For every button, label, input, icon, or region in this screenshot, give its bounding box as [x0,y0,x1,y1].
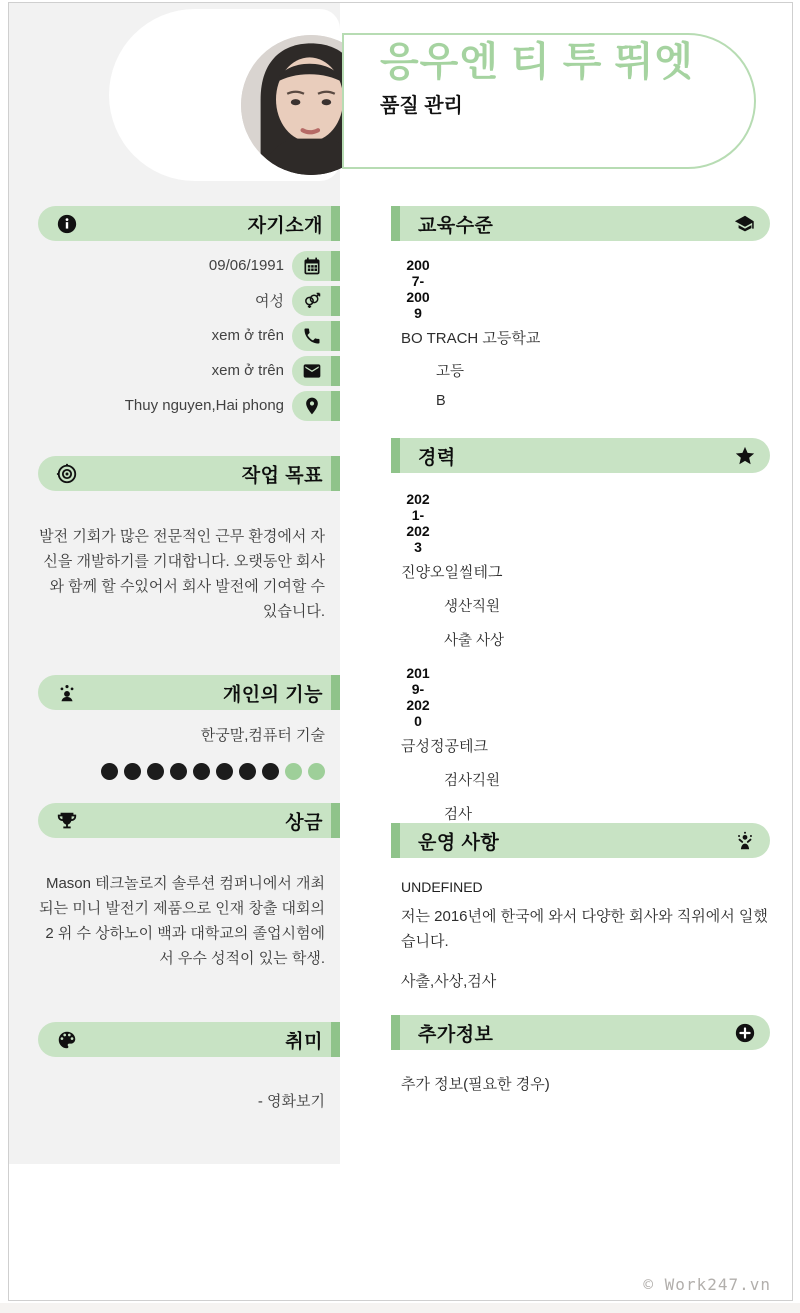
additional-text: 추가 정보(필요한 경우) [401,1076,550,1093]
trophy-icon [56,810,78,832]
activities-content [401,879,773,991]
skill-dot [124,763,141,780]
info-icon [56,213,78,235]
about-rows [38,248,340,423]
skill-dot [308,763,325,780]
education-item [401,257,773,409]
skill-dot [239,763,256,780]
section-header-education [391,206,770,241]
address-value: Thuy nguyen,Hai phong [124,397,284,414]
person-sparkle-icon [56,682,78,704]
experience-desc: 사출 사상 [444,633,505,649]
star-icon [734,445,756,467]
section-title: 경력 [418,447,456,468]
activities-line2: 저는 2016년에 한국에 와서 다양한 회사와 직위에서 일했습니다. [401,908,768,950]
section-title: 운영 사항 [418,832,500,853]
section-title: 자기소개 [247,215,323,236]
phone-row [38,318,340,353]
skill-dot [193,763,210,780]
experience-company: 진양오일씰테그 [401,564,503,581]
section-title: 추가정보 [418,1024,494,1045]
education-content [401,257,773,409]
objective-text: 발전 기회가 많은 전문적인 근무 환경에서 자신을 개발하기를 기대합니다. 오랫동안 회사와 함께 할 수있어서 회사 발전에 기여할 수 있습니다. [39,528,325,620]
name-title-box [342,33,756,169]
hobbies-text: - 영화보기 [257,1093,325,1110]
target-icon [56,463,78,485]
email-value: xem ở trên [211,362,284,379]
candidate-name: 응우엔 티 투 뛰엣 [380,40,694,84]
address-row [38,388,340,423]
activities-line3: 사출,사상,검사 [401,973,497,990]
experience-content [401,491,773,824]
section-header-additional [391,1015,770,1050]
experience-item [401,491,773,650]
skill-dot [285,763,302,780]
section-header-about [38,206,340,241]
education-major: 고등 [436,364,465,380]
calendar-icon [292,251,340,281]
experience-company: 금성정공테크 [401,738,488,755]
bottom-strip [0,1303,800,1313]
experience-desc: 검사 [444,807,473,823]
education-period: 2007-2009 [406,257,430,321]
gender-row [38,283,340,318]
skill-dot [216,763,233,780]
experience-period: 2019-2020 [406,665,430,729]
gender-icon [292,286,340,316]
education-degree: B [436,393,446,409]
job-title: 품질 관리 [380,95,463,117]
skill-dot [170,763,187,780]
activities-line1: UNDEFINED [401,879,483,895]
phone-icon [292,321,340,351]
experience-period: 2021-2023 [406,491,430,555]
skill-dot [262,763,279,780]
watermark: © Work247.vn [643,1275,771,1294]
section-header-objective [38,456,340,491]
photo-frame [109,9,340,181]
experience-role: 생산직원 [444,599,501,615]
education-school: BO TRACH 고등학교 [401,330,541,347]
skill-dot [147,763,164,780]
section-header-hobbies [38,1022,340,1057]
graduation-cap-icon [734,213,756,235]
person-cheer-icon [734,830,756,852]
skill-dot [101,763,118,780]
section-header-skills [38,675,340,710]
skills-text: 한궁말,컴퓨터 기술 [200,727,325,744]
email-row [38,353,340,388]
experience-role: 검사긱원 [444,773,501,789]
section-header-awards [38,803,340,838]
palette-icon [56,1029,78,1051]
resume-page [8,2,793,1301]
experience-item [401,665,773,824]
section-title: 취미 [285,1031,323,1052]
email-icon [292,356,340,386]
section-title: 상금 [285,812,323,833]
awards-text: Mason 테크놀로지 솔루션 컴퍼니에서 개최되는 미니 발전기 제품으로 인재 창출 대회의 2 위 수 상하노이 백과 대학교의 졸업시험에서 우수 성적이 있는 학생. [39,875,325,967]
section-title: 작업 목표 [241,465,323,486]
gender-value: 여성 [255,293,284,310]
plus-circle-icon [734,1022,756,1044]
birthday-value: 09/06/1991 [208,257,284,274]
birthday-row [38,248,340,283]
skill-rating-dots [101,763,325,780]
section-title: 개인의 기능 [222,684,323,705]
section-header-activities [391,823,770,858]
location-icon [292,391,340,421]
additional-content [401,1073,773,1094]
section-title: 교육수준 [418,215,494,236]
section-header-experience [391,438,770,473]
phone-value: xem ở trên [211,327,284,344]
